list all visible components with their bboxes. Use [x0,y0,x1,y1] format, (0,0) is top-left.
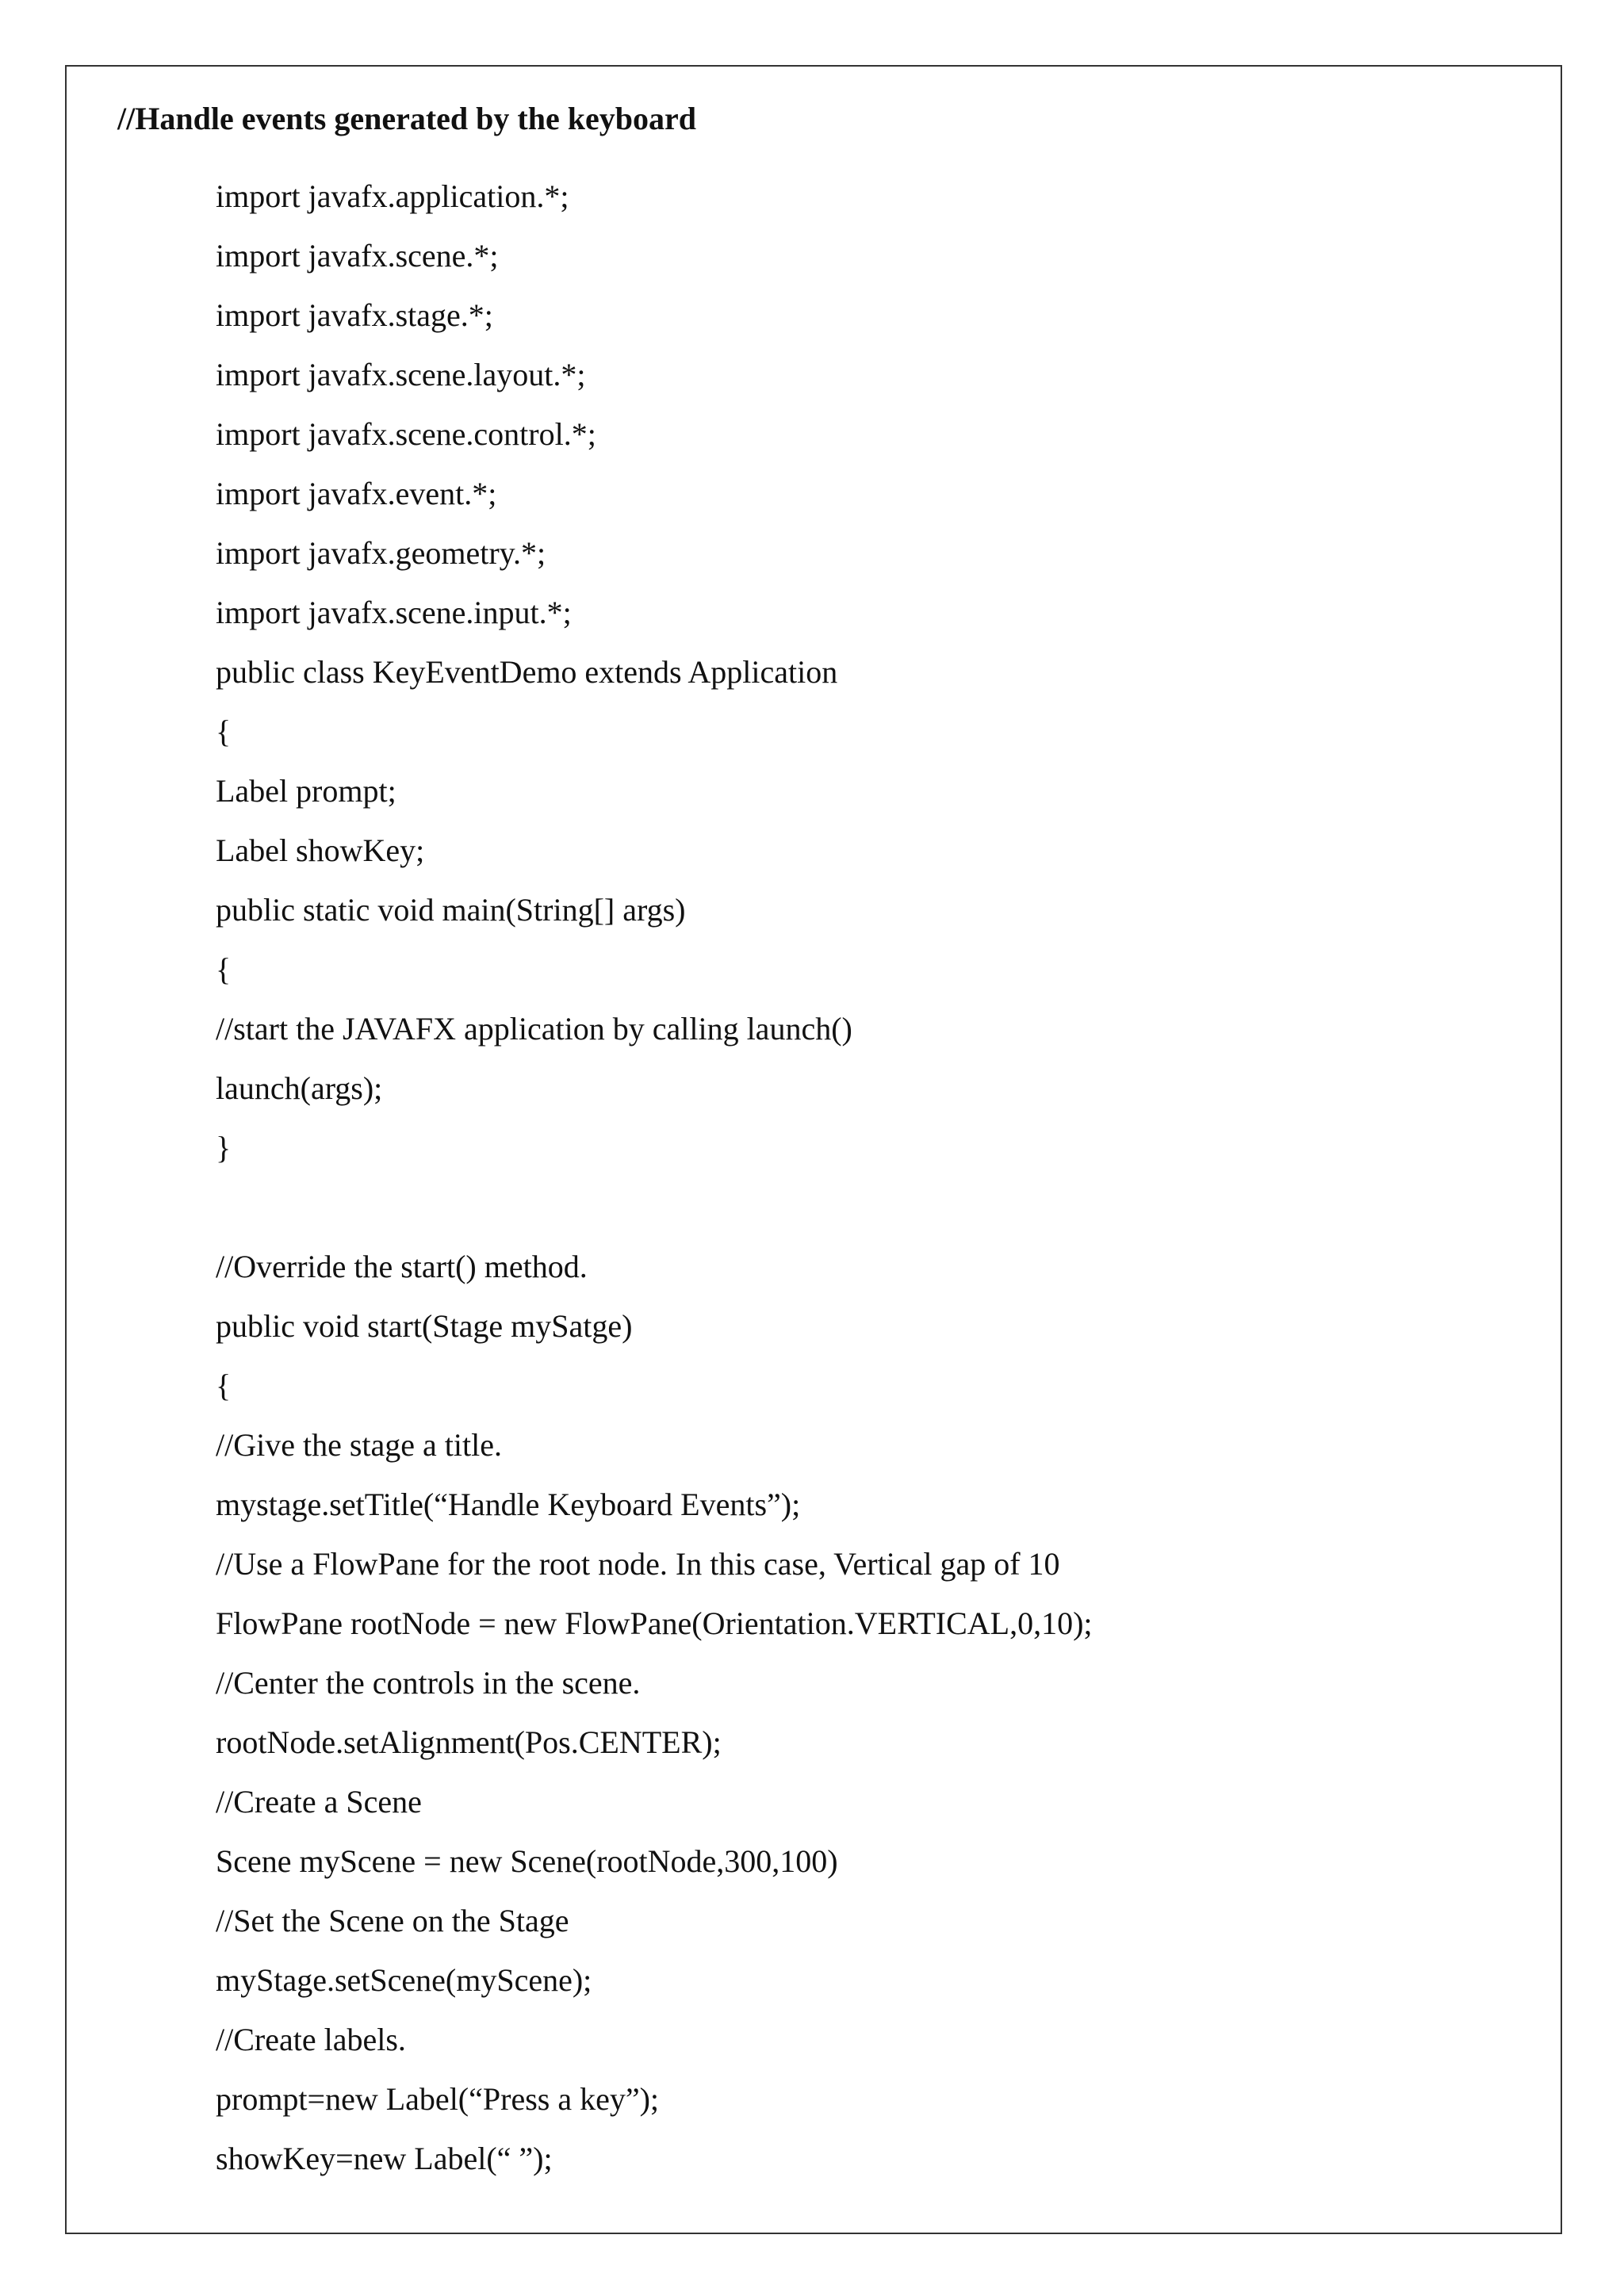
code-line: } [216,1130,232,1165]
code-line: //Give the stage a title. [216,1427,502,1463]
code-line: launch(args); [216,1070,383,1106]
code-line: import javafx.event.*; [216,476,497,511]
code-line: //Create labels. [216,2022,406,2057]
code-line: FlowPane rootNode = new FlowPane(Orientation.VERTICAL,0,10); [216,1605,1093,1641]
code-line: prompt=new Label(“Press a key”); [216,2081,660,2117]
code-line: //Create a Scene [216,1784,422,1820]
code-line: import javafx.geometry.*; [216,535,546,571]
code-line: //start the JAVAFX application by calling launch() [216,1011,852,1047]
code-line: import javafx.scene.*; [216,238,499,274]
code-line: Scene myScene = new Scene(rootNode,300,100) [216,1843,838,1879]
code-line: public void start(Stage mySatge) [216,1308,633,1344]
code-line: public class KeyEventDemo extends Application [216,654,838,690]
code-line: import javafx.scene.control.*; [216,416,596,452]
code-line: myStage.setScene(myScene); [216,1962,592,1998]
code-listing [216,166,1093,2188]
code-line: rootNode.setAlignment(Pos.CENTER); [216,1724,722,1760]
code-line: //Override the start() method. [216,1249,588,1284]
code-line: showKey=new Label(“ ”); [216,2141,553,2176]
code-line: //Center the controls in the scene. [216,1665,641,1701]
code-line: Label prompt; [216,773,396,809]
code-line: import javafx.stage.*; [216,297,493,333]
document-heading: //Handle events generated by the keyboard [117,101,696,136]
code-line: Label showKey; [216,832,425,868]
code-line: { [216,951,232,987]
code-line: import javafx.scene.input.*; [216,595,572,630]
code-line: import javafx.application.*; [216,178,569,214]
code-line: //Use a FlowPane for the root node. In this case, Vertical gap of 10 [216,1546,1060,1582]
code-line: //Set the Scene on the Stage [216,1903,569,1938]
code-line: { [216,714,232,749]
code-line [216,1177,1093,1237]
code-line: { [216,1368,232,1403]
code-line: import javafx.scene.layout.*; [216,357,586,392]
code-line: mystage.setTitle(“Handle Keyboard Events”); [216,1487,801,1522]
code-line: public static void main(String[] args) [216,892,686,928]
